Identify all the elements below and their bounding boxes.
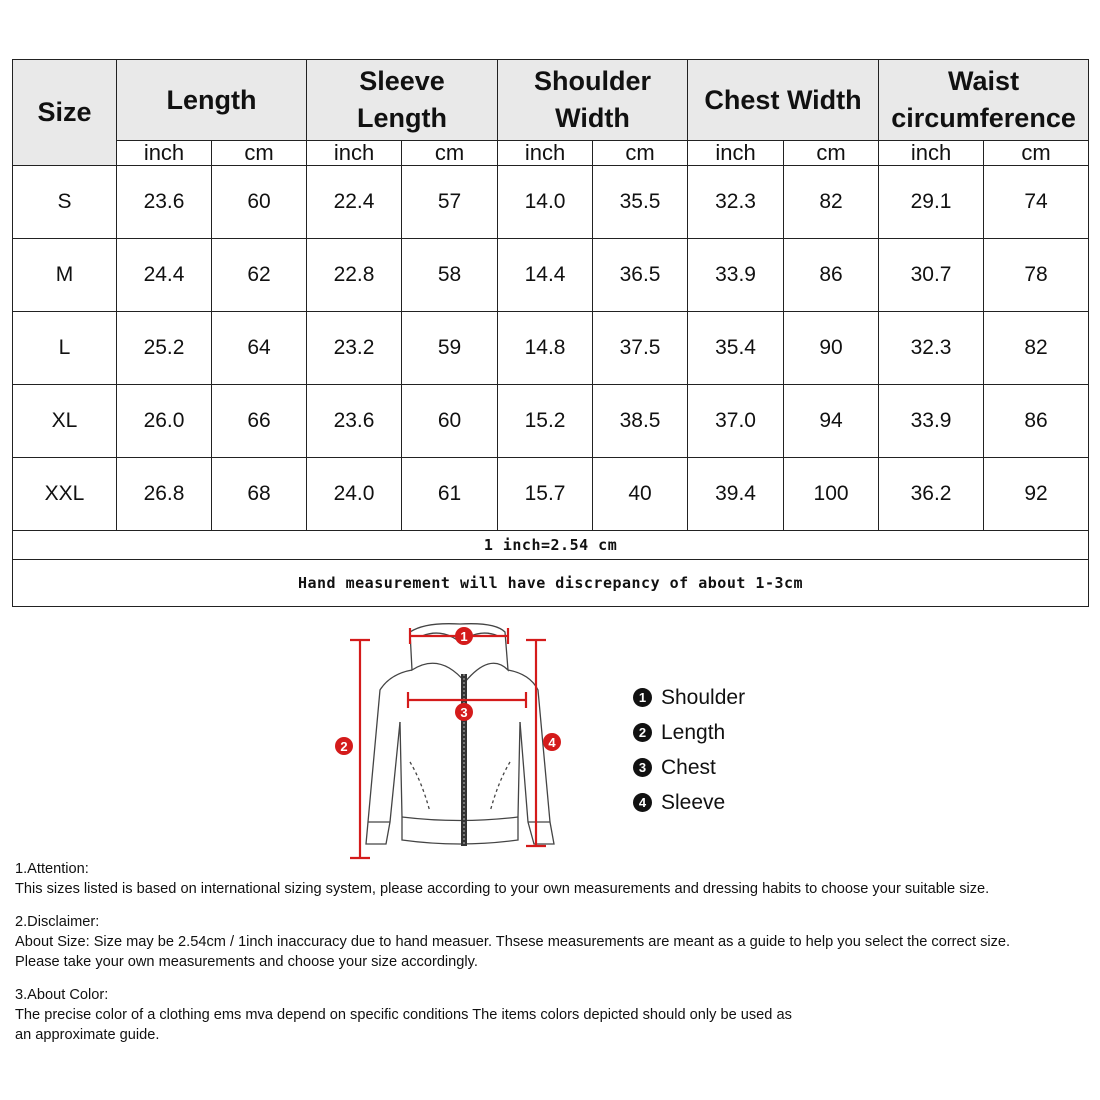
header-shoulder-width	[498, 60, 688, 141]
size-label: XXL	[13, 458, 117, 531]
table-cell: 33.9	[688, 239, 784, 312]
legend-item-sleeve	[633, 785, 745, 820]
legend-item-shoulder	[633, 680, 745, 715]
legend-number: 3	[633, 758, 652, 777]
hoodie-outline	[366, 624, 554, 844]
unit-cell: cm	[212, 141, 307, 166]
marker-4	[543, 733, 561, 751]
table-cell: 23.2	[307, 312, 402, 385]
table-row	[13, 312, 1089, 385]
table-cell: 60	[402, 385, 498, 458]
unit-cell: cm	[402, 141, 498, 166]
legend-item-length	[633, 715, 745, 750]
table-cell: 94	[784, 385, 879, 458]
marker-1	[455, 627, 473, 645]
legend-number: 4	[633, 793, 652, 812]
header-size: Size	[13, 60, 117, 166]
marker-2	[335, 737, 353, 755]
header-sleeve-line1: Sleeve	[359, 66, 445, 96]
header-length: Length	[117, 60, 307, 141]
table-cell: 29.1	[879, 166, 984, 239]
hoodie-measurement-diagram	[330, 612, 580, 867]
table-cell: 59	[402, 312, 498, 385]
table-cell: 23.6	[307, 385, 402, 458]
size-label: XL	[13, 385, 117, 458]
measurement-lines	[350, 628, 546, 858]
conversion-note: 1 inch=2.54 cm	[13, 531, 1089, 560]
table-cell: 37.5	[593, 312, 688, 385]
header-sleeve-line2: Length	[357, 103, 448, 133]
disclaimer-title: 2.Disclaimer:	[15, 914, 100, 930]
unit-cell: inch	[688, 141, 784, 166]
table-cell: 66	[212, 385, 307, 458]
table-cell: 25.2	[117, 312, 212, 385]
disclaimer-text-line2: Please take your own measurements and choose your size accordingly.	[15, 954, 478, 970]
table-cell: 22.8	[307, 239, 402, 312]
table-cell: 39.4	[688, 458, 784, 531]
disclaimer-text-line1: About Size: Size may be 2.54cm / 1inch inaccuracy due to hand measuer. Thsese measurements are meant as a guide to help you select the correct size.	[15, 934, 1011, 950]
discrepancy-note: Hand measurement will have discrepancy of about 1-3cm	[13, 560, 1089, 607]
table-cell: 26.0	[117, 385, 212, 458]
legend-number: 1	[633, 688, 652, 707]
unit-cell: cm	[984, 141, 1089, 166]
notes-section	[15, 859, 1100, 1058]
table-cell: 64	[212, 312, 307, 385]
color-text-line1: The precise color of a clothing ems mva depend on specific conditions The items colors depicted should only be used as	[15, 1007, 792, 1023]
header-shoulder-line2: Width	[555, 103, 630, 133]
table-cell: 36.5	[593, 239, 688, 312]
table-cell: 14.0	[498, 166, 593, 239]
table-cell: 24.0	[307, 458, 402, 531]
table-cell: 38.5	[593, 385, 688, 458]
table-cell: 15.2	[498, 385, 593, 458]
measurement-legend	[633, 680, 745, 820]
table-cell: 92	[984, 458, 1089, 531]
header-row	[13, 60, 1089, 141]
legend-number: 2	[633, 723, 652, 742]
table-cell: 14.4	[498, 239, 593, 312]
table-cell: 68	[212, 458, 307, 531]
table-cell: 24.4	[117, 239, 212, 312]
discrepancy-row	[13, 560, 1089, 607]
table-cell: 90	[784, 312, 879, 385]
table-row	[13, 166, 1089, 239]
legend-label: Shoulder	[661, 685, 746, 709]
table-cell: 82	[984, 312, 1089, 385]
attention-title: 1.Attention:	[15, 861, 89, 877]
header-waist-circumference	[879, 60, 1089, 141]
table-cell: 60	[212, 166, 307, 239]
marker-3	[455, 703, 473, 721]
size-label: S	[13, 166, 117, 239]
unit-cell: cm	[593, 141, 688, 166]
table-cell: 74	[984, 166, 1089, 239]
unit-cell: inch	[879, 141, 984, 166]
table-cell: 62	[212, 239, 307, 312]
unit-row	[13, 141, 1089, 166]
table-row	[13, 385, 1089, 458]
header-sleeve-length	[307, 60, 498, 141]
table-cell: 23.6	[117, 166, 212, 239]
color-note	[15, 985, 1100, 1045]
table-cell: 33.9	[879, 385, 984, 458]
legend-label: Length	[661, 720, 726, 744]
attention-note	[15, 859, 1100, 899]
table-cell: 78	[984, 239, 1089, 312]
table-cell: 32.3	[879, 312, 984, 385]
table-cell: 57	[402, 166, 498, 239]
table-row	[13, 458, 1089, 531]
table-cell: 30.7	[879, 239, 984, 312]
size-chart-table	[12, 59, 1089, 607]
table-cell: 22.4	[307, 166, 402, 239]
table-cell: 86	[784, 239, 879, 312]
table-cell: 61	[402, 458, 498, 531]
conversion-row	[13, 531, 1089, 560]
legend-label: Sleeve	[661, 790, 726, 814]
disclaimer-note	[15, 912, 1100, 972]
table-cell: 36.2	[879, 458, 984, 531]
unit-cell: inch	[307, 141, 402, 166]
table-cell: 100	[784, 458, 879, 531]
attention-text: This sizes listed is based on international sizing system, please according to your own measurements and dressing habits to choose your suitable size.	[15, 881, 990, 897]
header-shoulder-line1: Shoulder	[534, 66, 652, 96]
svg-text:2: 2	[340, 739, 348, 754]
table-cell: 40	[593, 458, 688, 531]
unit-cell: inch	[117, 141, 212, 166]
color-title: 3.About Color:	[15, 987, 109, 1003]
table-cell: 58	[402, 239, 498, 312]
color-text-line2: an approximate guide.	[15, 1027, 160, 1043]
table-cell: 32.3	[688, 166, 784, 239]
legend-item-chest	[633, 750, 745, 785]
table-cell: 82	[784, 166, 879, 239]
svg-text:3: 3	[460, 705, 468, 720]
table-cell: 14.8	[498, 312, 593, 385]
size-label: L	[13, 312, 117, 385]
table-cell: 35.4	[688, 312, 784, 385]
svg-text:1: 1	[460, 629, 468, 644]
header-chest-width: Chest Width	[688, 60, 879, 141]
table-cell: 86	[984, 385, 1089, 458]
header-waist-line2: circumference	[891, 103, 1076, 133]
table-cell: 26.8	[117, 458, 212, 531]
legend-label: Chest	[661, 755, 716, 779]
header-waist-line1: Waist	[948, 66, 1020, 96]
table-cell: 15.7	[498, 458, 593, 531]
size-label: M	[13, 239, 117, 312]
unit-cell: inch	[498, 141, 593, 166]
svg-text:4: 4	[548, 735, 556, 750]
table-cell: 37.0	[688, 385, 784, 458]
table-cell: 35.5	[593, 166, 688, 239]
unit-cell: cm	[784, 141, 879, 166]
table-row	[13, 239, 1089, 312]
